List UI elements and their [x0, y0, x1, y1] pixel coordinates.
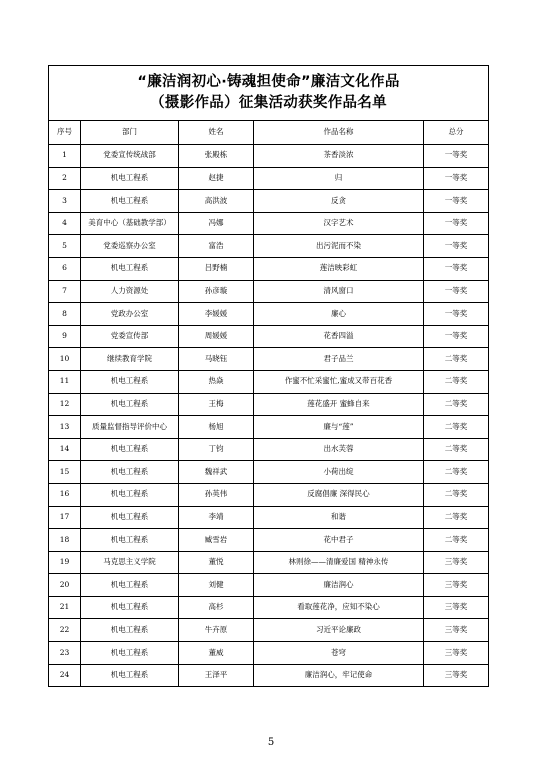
title-line-1: “廉洁润初心·铸魂担使命”廉洁文化作品 — [137, 74, 400, 90]
cell-name: 赵捷 — [179, 167, 254, 190]
cell-award: 一等奖 — [424, 257, 489, 280]
cell-name: 董威 — [179, 642, 254, 665]
cell-department: 机电工程系 — [81, 664, 179, 687]
cell-award: 二等奖 — [424, 483, 489, 506]
cell-name: 李媛媛 — [179, 303, 254, 326]
cell-work-title: 和谐 — [254, 506, 424, 529]
cell-work-title: 花香四溢 — [254, 325, 424, 348]
cell-work-title: 出水芙蓉 — [254, 438, 424, 461]
cell-number: 12 — [49, 393, 81, 416]
cell-award: 二等奖 — [424, 461, 489, 484]
cell-department: 机电工程系 — [81, 190, 179, 213]
cell-name: 周媛媛 — [179, 325, 254, 348]
cell-name: 王梅 — [179, 393, 254, 416]
cell-number: 7 — [49, 280, 81, 303]
table-row — [49, 257, 489, 280]
cell-award: 三等奖 — [424, 642, 489, 665]
header-row — [49, 121, 489, 145]
cell-name: 热焱 — [179, 370, 254, 393]
cell-award: 一等奖 — [424, 325, 489, 348]
cell-award: 一等奖 — [424, 145, 489, 168]
cell-number: 20 — [49, 574, 81, 597]
cell-department: 机电工程系 — [81, 506, 179, 529]
cell-number: 2 — [49, 167, 81, 190]
cell-name: 马晓钰 — [179, 348, 254, 371]
table-row — [49, 664, 489, 687]
cell-department: 机电工程系 — [81, 257, 179, 280]
cell-number: 18 — [49, 529, 81, 552]
cell-award: 一等奖 — [424, 280, 489, 303]
table-row — [49, 438, 489, 461]
cell-number: 11 — [49, 370, 81, 393]
cell-number: 14 — [49, 438, 81, 461]
cell-number: 6 — [49, 257, 81, 280]
cell-award: 二等奖 — [424, 506, 489, 529]
table-row — [49, 280, 489, 303]
cell-department: 继续教育学院 — [81, 348, 179, 371]
cell-department: 人力资源处 — [81, 280, 179, 303]
cell-work-title: 林则徐——清廉爱国 精神永传 — [254, 551, 424, 574]
cell-name: 王泽平 — [179, 664, 254, 687]
award-list-table — [48, 65, 489, 687]
cell-name: 牛卉原 — [179, 619, 254, 642]
cell-work-title: 廉与“莲” — [254, 416, 424, 439]
document-title — [49, 66, 489, 121]
cell-work-title: 习近平论廉政 — [254, 619, 424, 642]
cell-department: 机电工程系 — [81, 529, 179, 552]
cell-work-title: 清风窗口 — [254, 280, 424, 303]
cell-number: 1 — [49, 145, 81, 168]
cell-award: 三等奖 — [424, 596, 489, 619]
cell-work-title: 反腐倡廉 深得民心 — [254, 483, 424, 506]
cell-department: 党委巡察办公室 — [81, 235, 179, 258]
cell-award: 二等奖 — [424, 529, 489, 552]
table-row — [49, 529, 489, 552]
cell-work-title: 莲花盛开 蜜蜂自来 — [254, 393, 424, 416]
table-row — [49, 574, 489, 597]
cell-department: 马克思主义学院 — [81, 551, 179, 574]
table-row — [49, 190, 489, 213]
cell-name: 富浩 — [179, 235, 254, 258]
cell-department: 党委宣传部 — [81, 325, 179, 348]
table-row — [49, 642, 489, 665]
table-row — [49, 303, 489, 326]
title-row — [49, 66, 489, 121]
cell-department: 机电工程系 — [81, 574, 179, 597]
table-body — [49, 66, 489, 687]
cell-name: 丁钧 — [179, 438, 254, 461]
table-row — [49, 506, 489, 529]
cell-department: 机电工程系 — [81, 619, 179, 642]
cell-name: 冯娜 — [179, 212, 254, 235]
cell-number: 16 — [49, 483, 81, 506]
cell-department: 机电工程系 — [81, 438, 179, 461]
cell-number: 15 — [49, 461, 81, 484]
cell-work-title: 莲洁映彩虹 — [254, 257, 424, 280]
cell-name: 吕野楠 — [179, 257, 254, 280]
table-row — [49, 235, 489, 258]
cell-name: 李靖 — [179, 506, 254, 529]
cell-work-title: 小荷出绽 — [254, 461, 424, 484]
table-row — [49, 596, 489, 619]
cell-department: 美育中心（基础教学部） — [81, 212, 179, 235]
cell-department: 机电工程系 — [81, 596, 179, 619]
cell-number: 21 — [49, 596, 81, 619]
cell-name: 魏祥武 — [179, 461, 254, 484]
cell-department: 机电工程系 — [81, 461, 179, 484]
cell-work-title: 苍穹 — [254, 642, 424, 665]
cell-work-title: 廉洁润心，牢记使命 — [254, 664, 424, 687]
cell-department: 机电工程系 — [81, 483, 179, 506]
cell-award: 三等奖 — [424, 664, 489, 687]
cell-number: 24 — [49, 664, 81, 687]
cell-number: 13 — [49, 416, 81, 439]
cell-number: 3 — [49, 190, 81, 213]
cell-number: 23 — [49, 642, 81, 665]
page-number: 5 — [267, 737, 275, 748]
cell-number: 17 — [49, 506, 81, 529]
cell-number: 19 — [49, 551, 81, 574]
cell-department: 质量监督指导评价中心 — [81, 416, 179, 439]
cell-name: 孙彦璇 — [179, 280, 254, 303]
cell-name: 高洪波 — [179, 190, 254, 213]
cell-work-title: 花中君子 — [254, 529, 424, 552]
table-row — [49, 619, 489, 642]
cell-award: 一等奖 — [424, 303, 489, 326]
cell-award: 二等奖 — [424, 416, 489, 439]
cell-number: 22 — [49, 619, 81, 642]
cell-award: 一等奖 — [424, 167, 489, 190]
table-row — [49, 461, 489, 484]
title-line-2: （摄影作品）征集活动获奖作品名单 — [150, 95, 387, 111]
cell-award: 二等奖 — [424, 393, 489, 416]
cell-name: 董悦 — [179, 551, 254, 574]
cell-name: 孙英伟 — [179, 483, 254, 506]
cell-award: 一等奖 — [424, 235, 489, 258]
header-name: 姓名 — [179, 121, 254, 145]
cell-number: 10 — [49, 348, 81, 371]
cell-award: 一等奖 — [424, 190, 489, 213]
header-award: 总分 — [424, 121, 489, 145]
table-row — [49, 483, 489, 506]
cell-name: 刘健 — [179, 574, 254, 597]
cell-work-title: 汉字艺术 — [254, 212, 424, 235]
cell-work-title: 出污泥而不染 — [254, 235, 424, 258]
table-row — [49, 551, 489, 574]
header-department: 部门 — [81, 121, 179, 145]
cell-work-title: 茶香淡浓 — [254, 145, 424, 168]
cell-number: 4 — [49, 212, 81, 235]
table-row — [49, 348, 489, 371]
cell-name: 臧雪岩 — [179, 529, 254, 552]
cell-work-title: 廉心 — [254, 303, 424, 326]
cell-award: 一等奖 — [424, 212, 489, 235]
cell-name: 张殿栋 — [179, 145, 254, 168]
cell-department: 机电工程系 — [81, 167, 179, 190]
cell-work-title: 看取莲花净，应知不染心 — [254, 596, 424, 619]
table-row — [49, 416, 489, 439]
cell-department: 机电工程系 — [81, 370, 179, 393]
cell-award: 二等奖 — [424, 438, 489, 461]
cell-department: 党委宣传统战部 — [81, 145, 179, 168]
header-work-title: 作品名称 — [254, 121, 424, 145]
cell-work-title: 归 — [254, 167, 424, 190]
cell-work-title: 反贪 — [254, 190, 424, 213]
cell-number: 9 — [49, 325, 81, 348]
table-row — [49, 370, 489, 393]
cell-award: 二等奖 — [424, 348, 489, 371]
cell-work-title: 君子品兰 — [254, 348, 424, 371]
cell-work-title: 作蜜不忙采蜜忙,蜜成又带百花香 — [254, 370, 424, 393]
cell-award: 三等奖 — [424, 574, 489, 597]
cell-number: 8 — [49, 303, 81, 326]
cell-award: 三等奖 — [424, 551, 489, 574]
cell-department: 机电工程系 — [81, 393, 179, 416]
table-row — [49, 393, 489, 416]
table-row — [49, 212, 489, 235]
header-number: 序号 — [49, 121, 81, 145]
cell-name: 高杉 — [179, 596, 254, 619]
cell-department: 机电工程系 — [81, 642, 179, 665]
cell-award: 三等奖 — [424, 619, 489, 642]
cell-award: 二等奖 — [424, 370, 489, 393]
cell-work-title: 廉洁润心 — [254, 574, 424, 597]
cell-number: 5 — [49, 235, 81, 258]
table-row — [49, 325, 489, 348]
cell-name: 杨旭 — [179, 416, 254, 439]
table-row — [49, 145, 489, 168]
table-row — [49, 167, 489, 190]
cell-department: 党政办公室 — [81, 303, 179, 326]
